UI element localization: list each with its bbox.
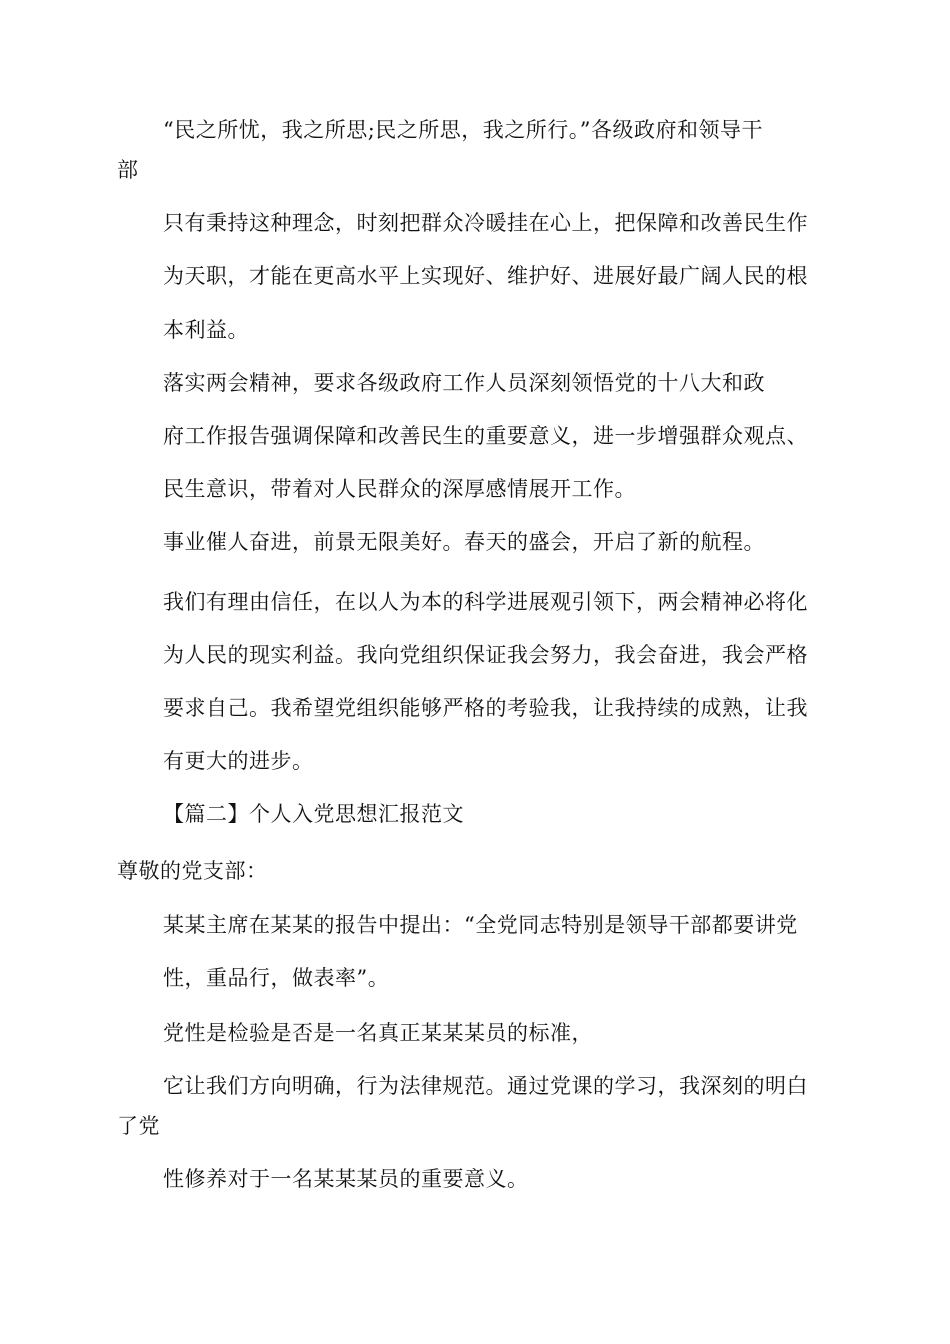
paragraph-line: 性修养对于一名某某某员的重要意义。 <box>163 1167 529 1191</box>
paragraph-line: 我们有理由信任，在以人为本的科学进展观引领下，两会精神必将化 <box>163 590 808 614</box>
paragraph-line: 本利益。 <box>163 318 249 342</box>
paragraph-line: 性，重品行，做表率”。 <box>163 966 390 990</box>
paragraph-line: 部 <box>117 158 139 182</box>
paragraph-line: 为人民的现实利益。我向党组织保证我会努力，我会奋进，我会严格 <box>163 643 808 667</box>
paragraph-line: 有更大的进步。 <box>163 749 314 773</box>
section-heading: 【篇二】个人入党思想汇报范文 <box>163 802 464 826</box>
paragraph-line: 落实两会精神，要求各级政府工作人员深刻领悟党的十八大和政 <box>163 371 765 395</box>
paragraph-line: 某某主席在某某的报告中提出：“全党同志特别是领导干部都要讲党 <box>163 913 798 937</box>
paragraph-line: 民生意识，带着对人民群众的深厚感情展开工作。 <box>163 477 636 501</box>
paragraph-line: 为天职，才能在更高水平上实现好、维护好、进展好最广阔人民的根 <box>163 264 808 288</box>
paragraph-line: 要求自己。我希望党组织能够严格的考验我，让我持续的成熟，让我 <box>163 696 808 720</box>
salutation: 尊敬的党支部： <box>117 859 268 883</box>
paragraph-line: 事业催人奋进，前景无限美好。春天的盛会，开启了新的航程。 <box>163 530 765 554</box>
paragraph-line: 只有秉持这种理念，时刻把群众冷暖挂在心上，把保障和改善民生作 <box>163 211 808 235</box>
paragraph-line: 了党 <box>117 1114 160 1138</box>
paragraph-line: “民之所忧，我之所思;民之所思，我之所行。”各级政府和领导干 <box>163 118 764 142</box>
paragraph-line: 党性是检验是否是一名真正某某某员的标准， <box>163 1021 593 1045</box>
paragraph-line: 府工作报告强调保障和改善民生的重要意义，进一步增强群众观点、 <box>163 424 808 448</box>
paragraph-line: 它让我们方向明确，行为法律规范。通过党课的学习，我深刻的明白 <box>163 1074 808 1098</box>
